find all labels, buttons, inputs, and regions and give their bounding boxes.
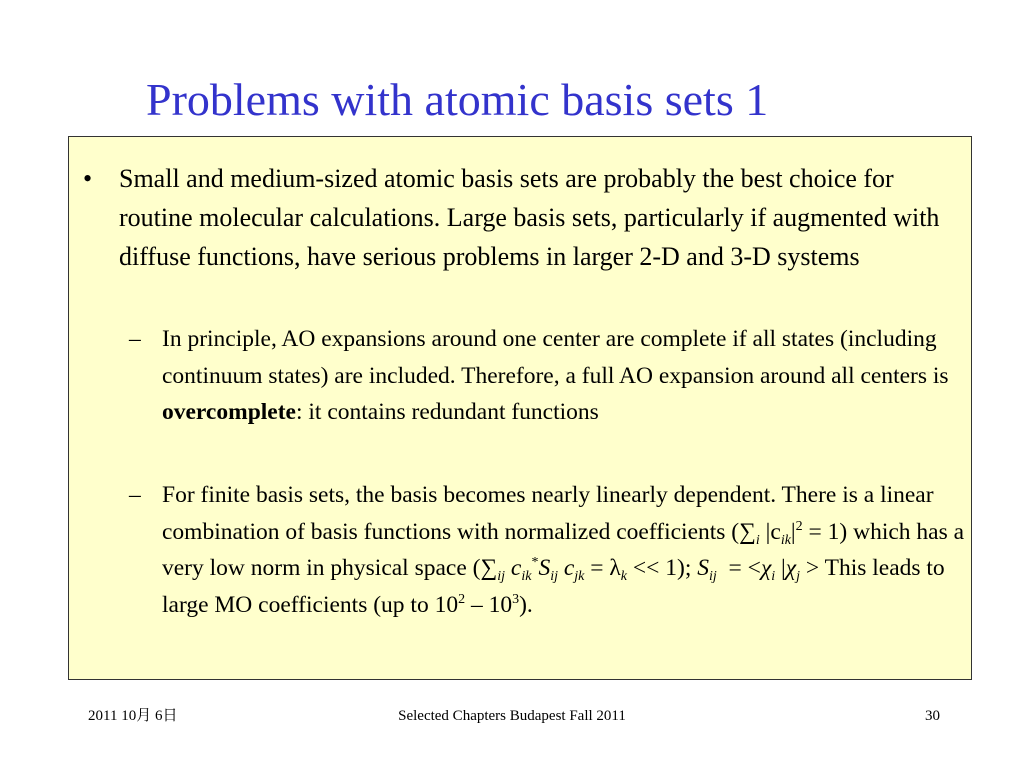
slide-title: Problems with atomic basis sets 1	[146, 74, 769, 125]
subscript: ij	[709, 569, 717, 584]
chi-symbol: χ	[785, 555, 797, 581]
sub-text-part: >	[800, 555, 820, 581]
footer-title: Selected Chapters Budapest Fall 2011	[398, 708, 626, 724]
sub-text-part: For finite basis sets, the basis becomes nearly linearly dependent. There is a linear combination of basis functions with normalized coefficients (	[162, 482, 934, 545]
sub-text-part: << 1);	[627, 555, 698, 581]
content-box	[68, 136, 972, 680]
sub-text-part: = 1) which has a very low norm in physical space (	[162, 518, 965, 581]
subscript: ik	[780, 532, 791, 548]
dash-marker: –	[129, 326, 141, 352]
chi-symbol: χ	[760, 555, 772, 581]
bullet-item	[83, 159, 964, 276]
subscript: ik	[521, 569, 532, 584]
bullet-text: Small and medium-sized atomic basis sets are probably the best choice for routine molecular calculations. Large basis sets, particularly if augmented with diffuse functions, have serious problems in larger 2-D and 3-D systems	[119, 164, 940, 271]
superscript: 2	[458, 591, 466, 607]
sub-bullet-item	[129, 477, 965, 623]
superscript: 3	[512, 591, 520, 607]
sub-text-part: |	[790, 518, 796, 545]
bold-term: overcomplete	[162, 399, 296, 425]
sub-bullet-item	[129, 321, 965, 431]
sigma-symbol: ∑	[480, 555, 498, 581]
sub-text-part: This leads to large MO coefficients (up to 10	[162, 555, 945, 618]
sub-text-part: In principle, AO expansions around one center are complete if all states (including continuum states) are included. Therefore, a full AO expansion around all centers is	[162, 326, 949, 389]
subscript: j	[796, 569, 800, 584]
sub-text-part: = λ	[584, 555, 621, 581]
slide-number: 30	[925, 708, 940, 724]
dash-marker: –	[129, 482, 141, 508]
bullet-marker: •	[83, 164, 93, 193]
superscript: *	[531, 555, 539, 570]
math-symbol: S	[697, 555, 710, 581]
sub-text-part: – 10	[465, 591, 513, 618]
sub-text-part: ).	[519, 591, 533, 618]
subscript: i	[771, 569, 776, 584]
footer-date: 2011 10月 6日	[88, 708, 178, 724]
math-symbol: c	[505, 555, 522, 581]
sub-bullet-text	[162, 326, 949, 425]
sub-text-part: |c	[759, 518, 781, 545]
subscript: k	[620, 569, 628, 584]
subscript: ij	[550, 569, 558, 584]
math-symbol: S	[538, 555, 551, 581]
superscript: 2	[795, 518, 803, 534]
subscript: jk	[574, 569, 585, 584]
sub-text-part: = <	[716, 555, 761, 581]
subscript: ij	[497, 569, 506, 584]
subscript: i	[755, 532, 760, 548]
sub-bullet-text	[162, 482, 964, 618]
sub-text-part: : it contains redundant functions	[295, 399, 599, 425]
math-symbol: c	[557, 555, 575, 581]
sigma-symbol: ∑	[739, 518, 756, 545]
sub-text-part: |	[775, 555, 786, 581]
